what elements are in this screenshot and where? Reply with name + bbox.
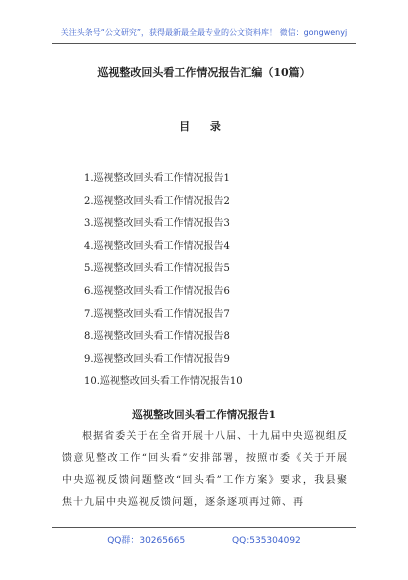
section-title: 巡视整改回头看工作情况报告1 — [132, 409, 276, 421]
toc-item[interactable]: 3.巡视整改回头看工作情况报告3 — [84, 218, 230, 230]
toc-item[interactable]: 7.巡视整改回头看工作情况报告7 — [84, 308, 230, 320]
toc-item[interactable]: 10.巡视整改回头看工作情况报告10 — [84, 376, 243, 388]
toc-heading: 目 录 — [179, 120, 229, 133]
toc-item[interactable]: 5.巡视整改回头看工作情况报告5 — [84, 263, 230, 275]
toc-item[interactable]: 8.巡视整改回头看工作情况报告8 — [84, 331, 230, 343]
toc-item[interactable]: 6.巡视整改回头看工作情况报告6 — [84, 285, 230, 297]
body-paragraph: 根据省委关于在全省开展十八届、十九届中央巡视组反馈意见整改工作“回头看”安排部署，按照市委《关于开展中央巡视反馈问题整改“回头看”工作方案》要求，我县聚焦十九届中央巡视反馈问题，逐条逐项再过筛、再 — [62, 431, 348, 508]
document-title: 巡视整改回头看工作情况报告汇编（10篇） — [97, 66, 311, 79]
footer — [0, 533, 408, 546]
footer-qq-group: QQ群：30265665 — [107, 536, 186, 546]
toc-item[interactable]: 1.巡视整改回头看工作情况报告1 — [84, 173, 230, 184]
header-note: 关注头条号“公文研究”，获得最新最全最专业的公文资料库！ 微信：gongwenyj — [60, 28, 348, 37]
toc-item[interactable]: 2.巡视整改回头看工作情况报告2 — [84, 195, 230, 207]
toc-item[interactable]: 4.巡视整改回头看工作情况报告4 — [84, 240, 230, 252]
footer-qq-contact: QQ:535304092 — [232, 536, 301, 546]
toc-item[interactable]: 9.巡视整改回头看工作情况报告9 — [84, 353, 230, 365]
header-divider — [52, 43, 356, 44]
table-of-contents — [84, 168, 243, 394]
footer-divider — [52, 527, 356, 528]
